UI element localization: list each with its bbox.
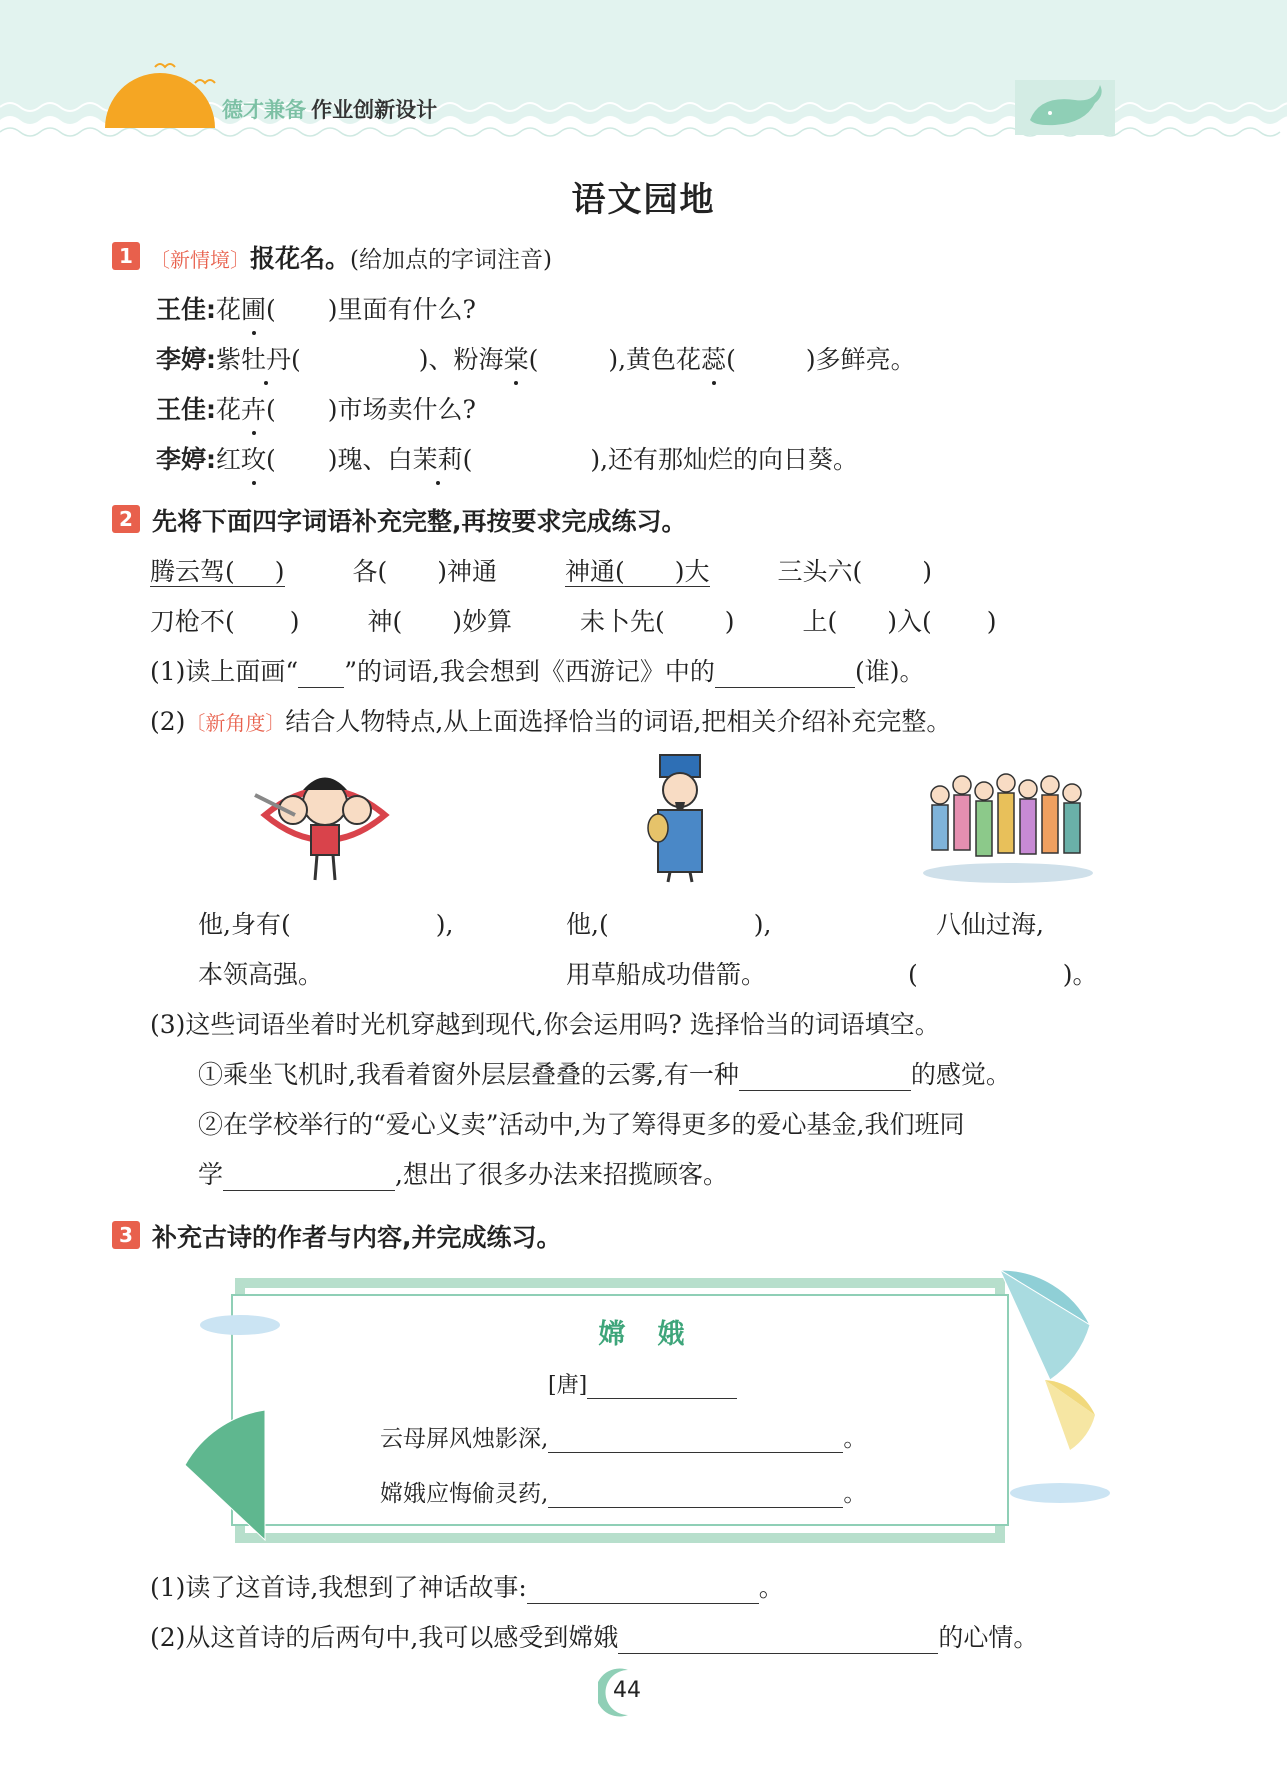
text: 的心情。: [938, 1623, 1039, 1652]
q2-sub-3-item-1: [198, 1055, 1011, 1091]
answer-blank[interactable]: [618, 1623, 938, 1654]
whale-icon: [1015, 75, 1115, 135]
text: ): [289, 607, 300, 636]
text: 神通(: [564, 557, 625, 586]
text: (: [266, 295, 276, 324]
text: 花: [216, 395, 242, 424]
text: (2): [150, 707, 186, 736]
text: 结合人物特点,从上面选择恰当的词语,把相关介绍补充完整。: [285, 707, 952, 736]
text: )瑰、白: [327, 445, 413, 474]
caption-3-line-1: 八仙过海,: [936, 910, 1044, 939]
caption-1-line-1: [198, 905, 453, 941]
dotted-char: 棠: [504, 340, 529, 376]
text: ): [724, 607, 735, 636]
text: (: [528, 345, 539, 374]
dotted-text: 牡丹: [241, 345, 292, 374]
speaker: 王佳:: [156, 295, 216, 324]
brand: [222, 94, 437, 124]
dotted-char: 茉莉: [413, 440, 463, 476]
question-2-title: 先将下面四字词语补充完整,再按要求完成练习。: [152, 507, 687, 536]
dotted-char: 蕊: [701, 340, 726, 376]
new-context-tag: 〔新情境〕: [150, 248, 250, 272]
birds-icon: [150, 55, 220, 95]
q2-sub-3-item-2-cont: [198, 1155, 728, 1191]
text: 的感觉。: [910, 1060, 1011, 1089]
text: (: [291, 345, 301, 374]
poem-line-1: [380, 1420, 866, 1453]
text: )市场卖什么?: [327, 395, 476, 424]
poem-title-wrap: [0, 1312, 1287, 1351]
dotted-char: 卉: [241, 390, 266, 426]
question-1-note: (给加点的字词注音): [350, 247, 552, 273]
answer-blank[interactable]: [527, 1573, 759, 1604]
q1-line-2: [156, 340, 916, 376]
underlined-idiom: [150, 557, 285, 587]
text: (2)从这首诗的后两句中,我可以感受到嫦娥: [150, 1623, 619, 1652]
question-1-title: 报花名。: [250, 244, 351, 273]
page-number: 44: [613, 1678, 641, 1703]
q2-sub-3: (3)这些词语坐着时光机穿越到现代,你会运用吗? 选择恰当的词语填空。: [150, 1010, 940, 1039]
text: 。: [758, 1573, 784, 1602]
text: )多鲜亮。: [805, 345, 916, 374]
idiom-row-2: [150, 602, 997, 638]
answer-blank[interactable]: [223, 1160, 395, 1191]
underline-sample: [298, 657, 344, 688]
dotted-char: 圃: [241, 290, 266, 326]
verse-blank[interactable]: [548, 1424, 843, 1453]
text: )、粉海: [418, 345, 504, 374]
eight-immortals-illustration: [920, 755, 1095, 885]
text: (: [726, 345, 736, 374]
text: ): [986, 607, 997, 636]
text: 他,(: [566, 910, 609, 939]
q3-sub-1: [150, 1568, 784, 1604]
text: 云母屏风烛影深,: [380, 1426, 549, 1452]
speaker: 李婷:: [156, 345, 216, 374]
underlined-idiom: [565, 557, 710, 587]
text: (: [908, 960, 918, 989]
q2-sub-2: [150, 702, 951, 738]
text: 。: [843, 1481, 867, 1507]
text: ”的词语,我会想到《西游记》中的: [344, 657, 715, 686]
text: 上(: [802, 607, 838, 636]
text: 三头六(: [777, 557, 863, 586]
speaker: 王佳:: [156, 395, 216, 424]
text: ): [922, 557, 932, 586]
text: (1)读上面画“: [150, 657, 299, 686]
q1-line-4: [156, 440, 858, 476]
poem-title: 嫦娥: [598, 1319, 717, 1350]
text: 学: [198, 1160, 224, 1189]
author-blank[interactable]: [587, 1372, 737, 1399]
text: 神(: [367, 607, 403, 636]
text: )里面有什么?: [327, 295, 476, 324]
text: ),黄色花: [608, 345, 702, 374]
text: 各(: [352, 557, 388, 586]
text: (谁)。: [854, 657, 925, 686]
text: ): [274, 557, 285, 586]
idiom-row-1: [150, 552, 932, 588]
text: ),还有那灿烂的向日葵。: [590, 445, 859, 474]
question-number-2: 2: [112, 505, 140, 533]
new-angle-tag: 〔新角度〕: [185, 711, 286, 735]
text: 。: [843, 1426, 867, 1452]
text: ①乘坐飞机时,我看着窗外层层叠叠的云雾,有一种: [198, 1060, 739, 1089]
dotted-char: [241, 340, 291, 376]
verse-blank[interactable]: [548, 1479, 843, 1508]
answer-blank[interactable]: [739, 1060, 911, 1091]
text: 嫦娥应悔偷灵药,: [380, 1481, 549, 1507]
q2-sub-3-item-2: ②在学校举行的“爱心义卖”活动中,为了筹得更多的爱心基金,我们班同: [198, 1110, 965, 1139]
text: 刀枪不(: [150, 607, 235, 636]
text: 未卜先(: [579, 607, 665, 636]
brand-colored: 德才兼备: [222, 98, 306, 122]
q1-line-1: [156, 290, 476, 326]
text: (: [266, 445, 276, 474]
text: 腾云驾(: [150, 557, 235, 586]
green-fan-icon: [180, 1405, 270, 1545]
text: ),: [753, 910, 772, 939]
text: 红: [216, 445, 242, 474]
text: ),: [435, 910, 454, 939]
text: )妙算: [452, 607, 513, 636]
zhuge-liang-illustration: [640, 750, 720, 885]
poem-frame: [180, 1265, 1120, 1555]
q3-sub-2: [150, 1618, 1038, 1654]
poem-author-line: [548, 1368, 737, 1399]
text: (: [462, 445, 473, 474]
page-title: 语文园地: [571, 180, 716, 220]
yellow-fan-icon: [1040, 1375, 1100, 1455]
answer-blank[interactable]: [715, 657, 855, 688]
text: 花: [216, 295, 242, 324]
speaker: 李婷:: [156, 445, 216, 474]
question-number-3: 3: [112, 1221, 140, 1249]
nezha-illustration: [245, 755, 405, 885]
caption-2-line-1: [566, 905, 771, 941]
caption-3-line-2: [908, 955, 1098, 991]
caption-2-line-2: 用草船成功借箭。: [566, 960, 767, 989]
dotted-char: 玫: [241, 440, 266, 476]
brand-dark: 作业创新设计: [311, 98, 438, 122]
text: )。: [1062, 960, 1098, 989]
text: (1)读了这首诗,我想到了神话故事:: [150, 1573, 527, 1602]
question-3-title: 补充古诗的作者与内容,并完成练习。: [152, 1223, 562, 1252]
text: 紫: [216, 345, 242, 374]
caption-1-line-2: 本领高强。: [198, 960, 324, 989]
text: ,想出了很多办法来招揽顾客。: [395, 1160, 728, 1189]
q1-line-3: [156, 390, 476, 426]
text: )大: [674, 557, 710, 586]
question-1-heading: [150, 239, 552, 275]
text: )神通: [437, 557, 498, 586]
text: (: [266, 395, 276, 424]
dynasty: [唐]: [548, 1373, 588, 1398]
text: )入(: [887, 607, 932, 636]
poem-line-2: [380, 1475, 866, 1508]
q2-sub-1: [150, 652, 924, 688]
question-number-1: 1: [112, 242, 140, 270]
text: 他,身有(: [198, 910, 291, 939]
